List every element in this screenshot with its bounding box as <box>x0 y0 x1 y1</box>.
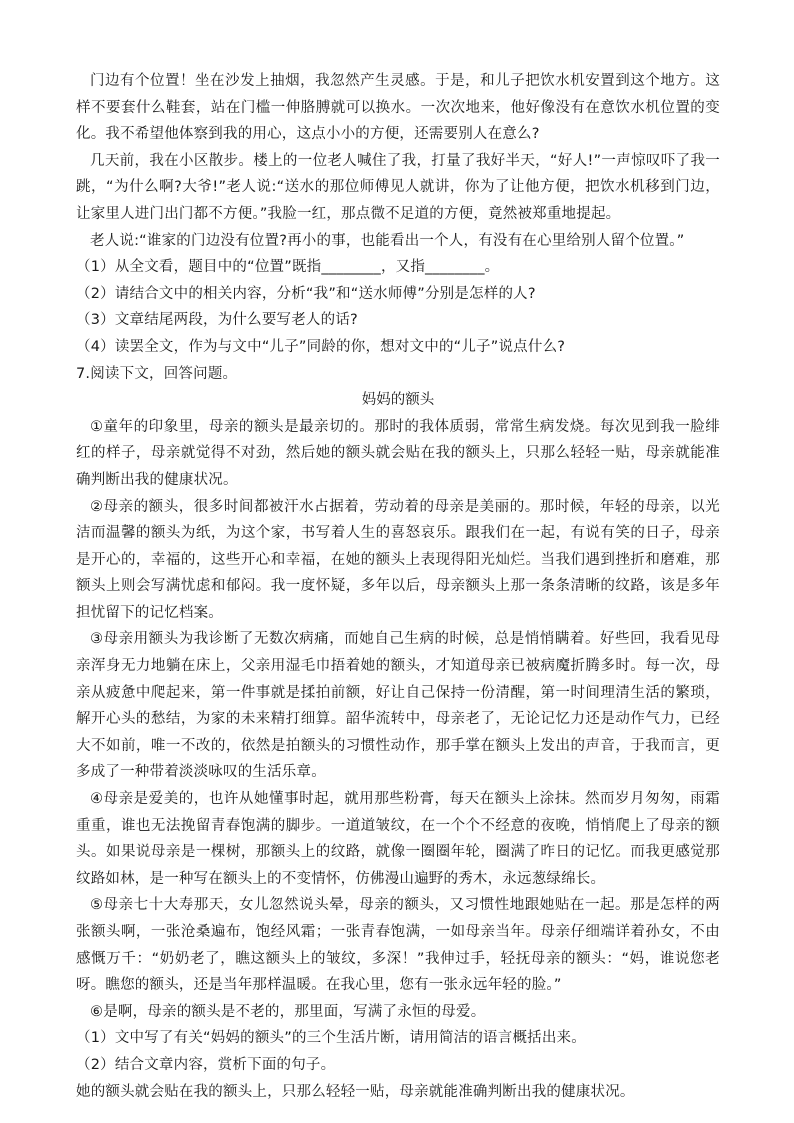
passage1-paragraph-1: 门边有个位置！坐在沙发上抽烟，我忽然产生灵感。于是，和儿子把饮水机安置到这个地方。这样不要套什么鞋套，站在门槛一伸胳膊就可以换水。一次次地来，他好像没有在意饮水机位置的变化。我不希望他体察到我的用心，这点小小的方便，还需要别人在意么? <box>76 73 720 143</box>
passage2-paragraph-5: ⑤母亲七十大寿那天，女儿忽然说头晕，母亲的额头，又习惯性地跟她贴在一起。那是怎样的两张额头啊，一张沧桑遍布，饱经风霜；一张青春饱满，一如母亲当年。母亲仔细端详着孙女，不由感慨万千：“奶奶老了，瞧这额头上的皱纹，多深！”我伸过手，轻抚母亲的额头：“妈，谁说您老呀。瞧您的额头，还是当年那样温暖。在我心里，您有一张永远年轻的脸。” <box>76 897 720 994</box>
passage2-paragraph-3: ③母亲用额头为我诊断了无数次病痛，而她自己生病的时候，总是悄悄瞒着。好些回，我看见母亲浑身无力地躺在床上，父亲用湿毛巾捂着她的额头，才知道母亲已被病魔折腾多时。每一次，母亲从疲惫中爬起来，第一件事就是揉拍前额，好让自己保持一份清醒，第一时间理清生活的繁琐，解开心头的愁结，为家的未来精打细算。韶华流转中，母亲老了，无论记忆力还是动作气力，已经大不如前，唯一不改的，依然是拍额头的习惯性动作，那手掌在额头上发出的声音，于我而言，更多成了一种带着淡淡咏叹的生活乐章。 <box>76 631 720 781</box>
passage1-paragraph-2: 几天前，我在小区散步。楼上的一位老人喊住了我，打量了我好半天，“好人!”一声惊叹吓了我一跳，“为什么啊?大爷!”老人说:“送水的那位师傅见人就讲，你为了让他方便，把饮水机移到门边，让家里人进门出门都不方便。”我脸一红，那点微不足道的方便，竟然被郑重地提起。 <box>76 152 720 222</box>
document-page <box>76 68 720 1105</box>
passage1-question-4: （4）读罢全文，作为与文中“儿子”同龄的你，想对文中的“儿子”说点什么? <box>76 338 566 355</box>
passage1-question-2: （2）请结合文中的相关内容，分析“我”和“送水师傅”分别是怎样的人? <box>76 285 536 302</box>
passage2-paragraph-6: ⑥是啊，母亲的额头是不老的，那里面，写满了永恒的母爱。 <box>90 1003 486 1020</box>
passage1-question-1: （1）从全文看，题目中的“位置”既指________，又指________。 <box>76 259 500 276</box>
passage2-quoted-sentence: 她的额头就会贴在我的额头上，只那么轻轻一贴，母亲就能准确判断出我的健康状况。 <box>76 1083 635 1100</box>
passage2-question-1: （1）文中写了有关“妈妈的额头”的三个生活片断，请用简洁的语言概括出来。 <box>76 1030 586 1047</box>
passage2-title: 妈妈的额头 <box>361 392 435 409</box>
question7-instruction: 7.阅读下文，回答问题。 <box>76 365 238 382</box>
passage2-paragraph-2: ②母亲的额头，很多时间都被汗水占据着，劳动着的母亲是美丽的。那时候，年轻的母亲，以光洁而温馨的额头为纸，为这个家，书写着人生的喜怒哀乐。跟我们在一起，有说有笑的日子，母亲是开心的，幸福的，这些开心和幸福，在她的额头上表现得阳光灿烂。当我们遇到挫折和磨难，那额头上则会写满忧虑和郁闷。我一度怀疑，多年以后，母亲额头上那一条条清晰的纹路，该是多年担忧留下的记忆档案。 <box>76 498 720 621</box>
passage1-question-3: （3）文章结尾两段，为什么要写老人的话? <box>76 312 358 329</box>
passage2-paragraph-1: ①童年的印象里，母亲的额头是最亲切的。那时的我体质弱，常常生病发烧。每次见到我一脸绯红的样子，母亲就觉得不对劲，然后她的额头就会贴在我的额头上，只那么轻轻一贴，母亲就能准确判断出我的健康状况。 <box>76 418 720 488</box>
passage2-paragraph-4: ④母亲是爱美的，也许从她懂事时起，就用那些粉膏，每天在额头上涂抹。然而岁月匆匆，雨霜重重，谁也无法挽留青春饱满的脚步。一道道皱纹，在一个个不经意的夜晚，悄悄爬上了母亲的额头。如果说母亲是一棵树，那额头上的纹路，就像一圈圈年轮，圈满了昨日的记忆。而我更感觉那纹路如林，是一种写在额头上的不变情怀，仿佛漫山遍野的秀木，永远葱绿绵长。 <box>76 791 720 887</box>
passage2-question-2: （2）结合文章内容，赏析下面的句子。 <box>76 1056 336 1073</box>
passage1-paragraph-3: 老人说:“谁家的门边没有位置?再小的事，也能看出一个人，有没有在心里给别人留个位置。” <box>90 232 685 249</box>
